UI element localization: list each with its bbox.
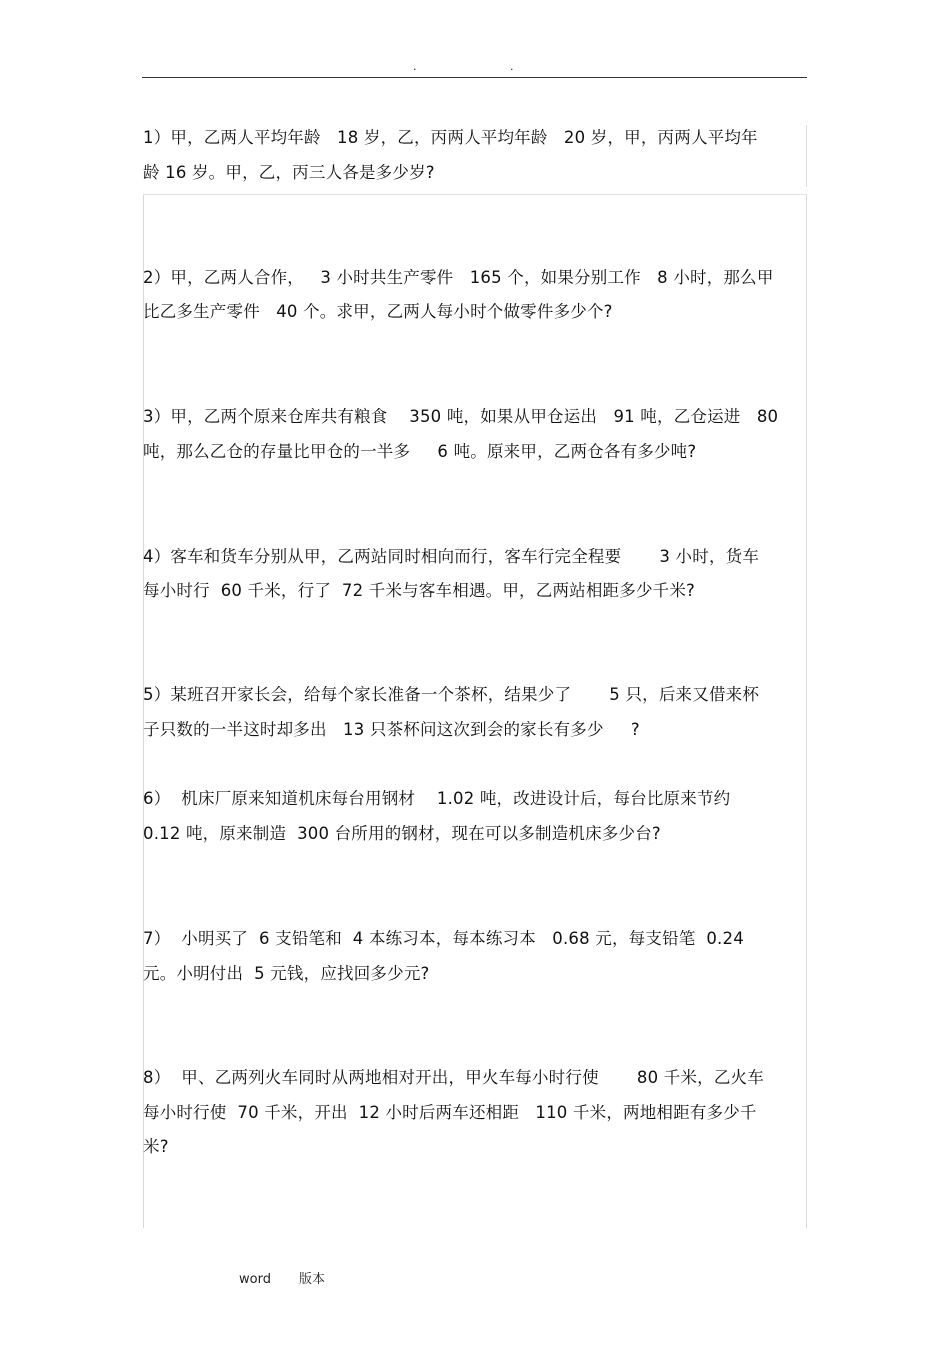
question-5-line-1: 5）某班召开家长会，给每个家长准备一个茶杯，结果少了 5 只，后来又借来杯 [143, 685, 760, 704]
header-mark: . [413, 60, 417, 73]
question-4-line-2: 每小时行 60 千米，行了 72 千米与客车相遇。甲，乙两站相距多少千米? [143, 581, 696, 600]
question-6-line-1: 6） 机床厂原来知道机床每台用钢材 1.02 吨，改进设计后，每台比原来节约 [143, 789, 731, 808]
question-6-line-2: 0.12 吨，原来制造 300 台所用的钢材，现在可以多制造机床多少台? [143, 824, 661, 843]
footer-version-label: 版本 [299, 1272, 326, 1287]
question-7-line-2: 元。小明付出 5 元钱，应找回多少元? [143, 964, 430, 983]
question-7-line-1: 7） 小明买了 6 支铅笔和 4 本练习本，每本练习本 0.68 元，每支铅笔 0.24 [143, 929, 744, 948]
question-8-line-3: 米? [143, 1137, 169, 1156]
table-border-top [143, 194, 807, 195]
question-8-line-1: 8） 甲、乙两列火车同时从两地相对开出，甲火车每小时行使 80 千米，乙火车 [143, 1068, 764, 1087]
question-3-line-2: 吨，那么乙仓的存量比甲仓的一半多 6 吨。原来甲，乙两仓各有多少吨? [143, 442, 697, 461]
question-2-line-2: 比乙多生产零件 40 个。求甲，乙两人每小时个做零件多少个? [143, 302, 613, 321]
question-8-line-2: 每小时行使 70 千米，开出 12 小时后两车还相距 110 千米，两地相距有多少千 [143, 1103, 757, 1122]
question-5-line-2: 子只数的一半这时却多出 13 只茶杯问这次到会的家长有多少 ? [143, 720, 640, 739]
question-3-line-1: 3）甲，乙两个原来仓库共有粮食 350 吨，如果从甲仓运出 91 吨，乙仓运进 80 [143, 407, 779, 426]
question-4-line-1: 4）客车和货车分别从甲，乙两站同时相向而行，客车行完全程要 3 小时，货车 [143, 547, 760, 566]
question-2-line-1: 2）甲，乙两人合作， 3 小时共生产零件 165 个，如果分别工作 8 小时，那么甲 [143, 268, 774, 287]
header-mark: . [510, 60, 514, 73]
footer-word-label: word [239, 1272, 271, 1287]
question-1-line-2: 龄 16 岁。甲，乙，丙三人各是多少岁? [143, 163, 435, 182]
header-rule [142, 77, 807, 78]
question-1-line-1: 1）甲，乙两人平均年龄 18 岁，乙，丙两人平均年龄 20 岁，甲，丙两人平均年 [143, 128, 758, 147]
